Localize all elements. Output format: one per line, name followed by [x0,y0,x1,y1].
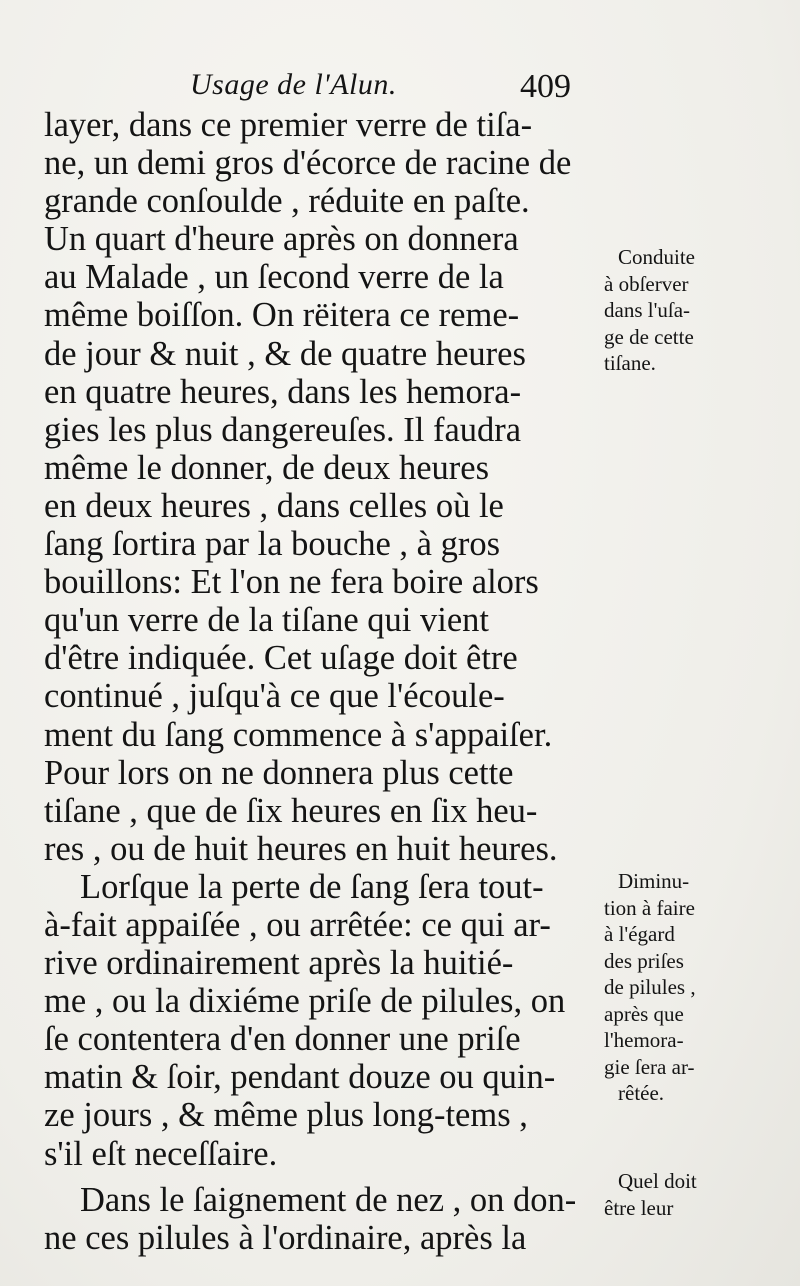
text-line: ſang ſortira par la bouche , à gros [44,525,500,564]
text-line: matin & ſoir, pendant douze ou quin- [44,1058,556,1097]
body-text [44,106,604,1257]
text-line: même le donner, de deux heures [44,448,490,487]
text-line: me , ou la dixiéme priſe de pilules, on [44,982,566,1021]
margin-note-line: rêtée. [618,1081,665,1105]
text-line: rive ordinairement après la huitié- [44,944,514,983]
text-line: Lorſque la perte de ſang ſera tout- [80,867,544,906]
margin-note [604,244,794,377]
text-line: au Malade , un ſecond verre de la [44,258,504,297]
margin-note-line: des priſes [604,948,684,973]
margin-note-line: tion à faire [604,895,695,920]
text-line: tiſane , que de ſix heures en ſix heu- [44,791,538,830]
margin-note-line: ge de cette [604,324,694,349]
text-line: grande conſoulde , réduite en paſte. [44,182,530,221]
text-line: res , ou de huit heures en huit heures. [44,829,558,868]
margin-note [604,1168,794,1221]
margin-note-line: l'hemora- [604,1028,684,1052]
text-line: ne ces pilules à l'ordinaire, après la [44,1218,527,1257]
text-line: qu'un verre de la tiſane qui vient [44,601,489,640]
margin-note-line: être leur [604,1195,674,1220]
margin-note-line: Quel doit [618,1169,697,1193]
margin-note-line: Diminu- [618,869,690,893]
text-line: Un quart d'heure après on donnera [44,220,519,259]
text-line: ze jours , & même plus long-tems , [44,1096,528,1135]
margin-note-line: Conduite [618,245,695,269]
text-line: s'il eſt neceſſaire. [44,1134,278,1173]
margin-note-line: de pilules , [604,975,696,999]
text-line: en quatre heures, dans les hemora- [44,372,522,411]
page-header [180,68,600,108]
margin-note-line: gie ſera ar- [604,1054,695,1079]
text-line: bouillons: Et l'on ne fera boire alors [44,563,539,602]
page-number: 409 [520,68,571,105]
text-line: même boiſſon. On rëitera ce reme- [44,296,520,335]
text-line: à-fait appaiſée , ou arrêtée: ce qui ar- [44,905,551,944]
text-line: layer, dans ce premier verre de tiſa- [44,106,533,144]
text-line: ne, un demi gros d'écorce de racine de [44,144,572,183]
text-line: de jour & nuit , & de quatre heures [44,334,526,373]
margin-note [604,868,794,1107]
text-line: gies les plus dangereuſes. Il faudra [44,410,522,449]
text-line: Pour lors on ne donnera plus cette [44,753,514,792]
text-line: Dans le ſaignement de nez , on don- [80,1180,577,1219]
text-line: ment du ſang commence à s'appaiſer. [44,715,553,754]
text-line: ſe contentera d'en donner une priſe [44,1020,521,1059]
running-title: Usage de l'Alun. [190,68,397,101]
margin-note-line: à l'égard [604,922,675,946]
text-line: en deux heures , dans celles où le [44,486,504,525]
margin-note-line: dans l'uſa- [604,298,691,322]
margin-note-line: après que [604,1001,684,1026]
text-line: d'être indiquée. Cet uſage doit être [44,639,518,678]
text-line: continué , juſqu'à ce que l'écoule- [44,677,505,716]
margin-note-line: à obſerver [604,271,689,296]
margin-note-line: tiſane. [604,351,656,375]
